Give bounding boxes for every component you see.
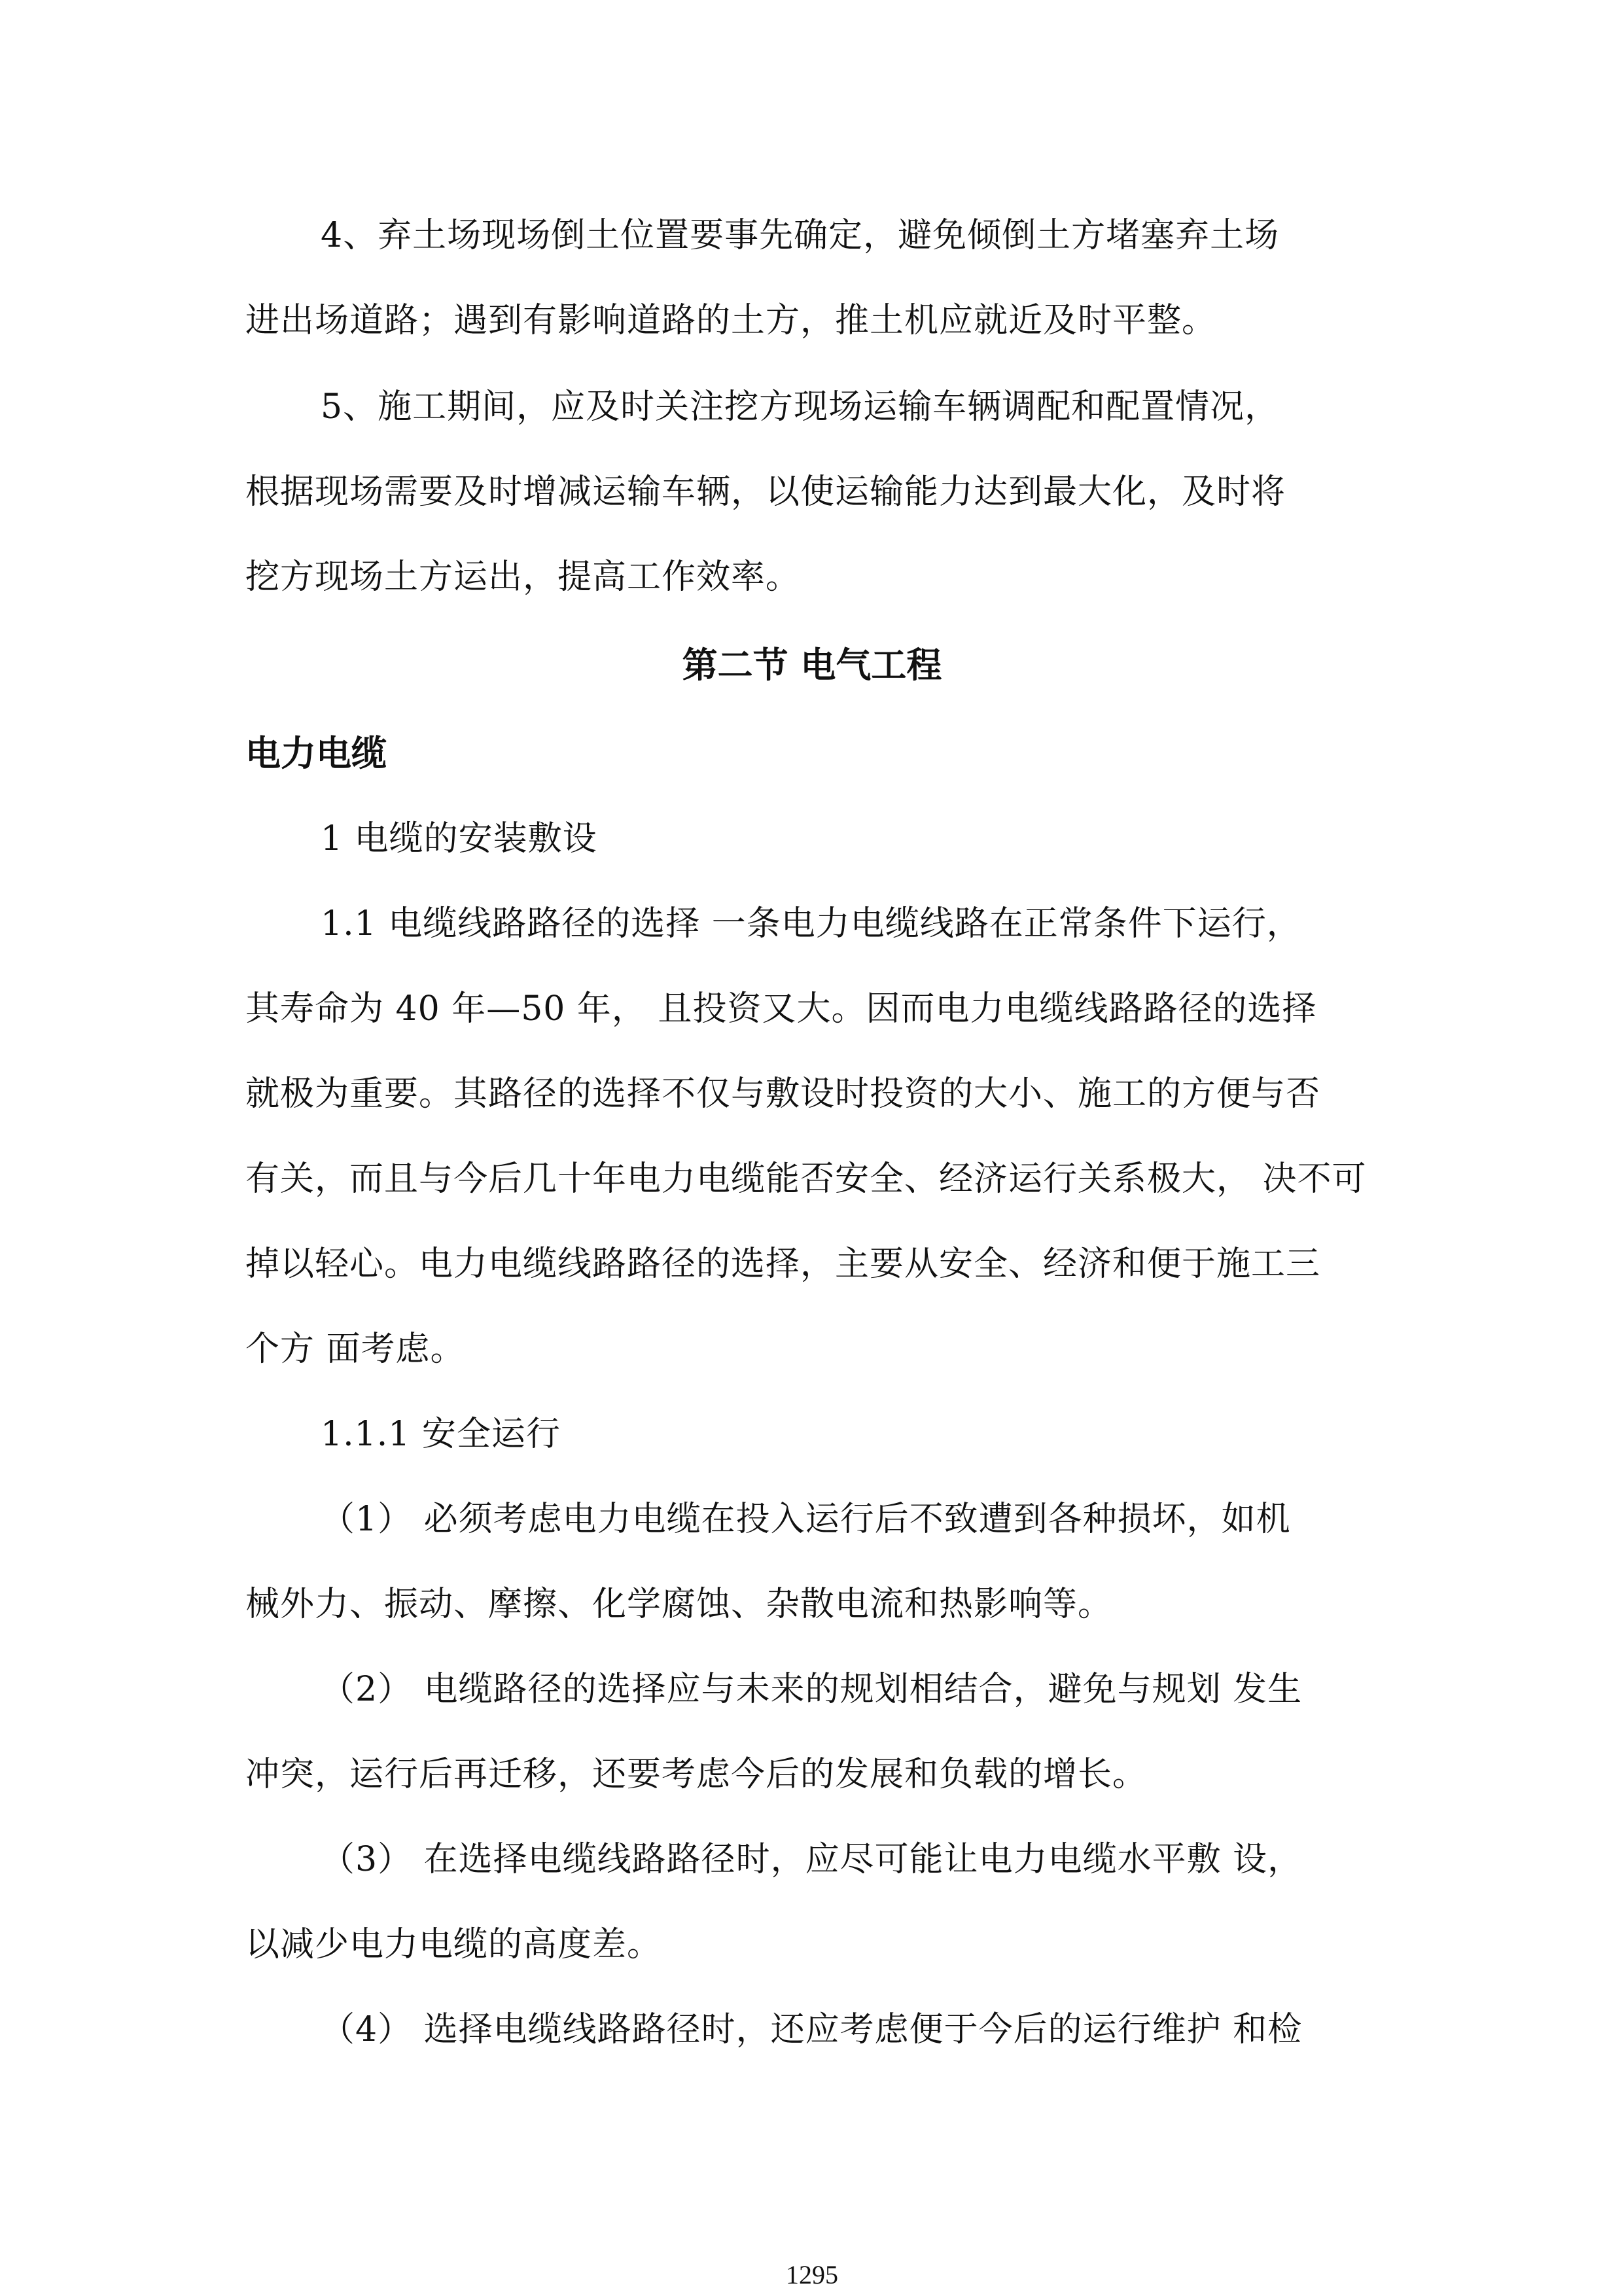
paragraph-line: （2） 电缆路径的选择应与未来的规划相结合，避免与规划 发生 <box>321 1670 1303 1709</box>
paragraph-line: 挖方现场土方运出，提高工作效率。 <box>245 557 801 597</box>
paragraph-line: 掉以轻心。电力电缆线路路径的选择，主要从安全、经济和便于施工三 <box>245 1245 1321 1284</box>
paragraph-line: 1 电缆的安装敷设 <box>321 819 597 858</box>
paragraph-line: 4、弃土场现场倒土位置要事先确定，避免倾倒土方堵塞弃土场 <box>321 216 1280 255</box>
paragraph-line: 以减少电力电缆的高度差。 <box>245 1925 662 1964</box>
paragraph-line: 其寿命为 40 年—50 年， 且投资又大。因而电力电缆线路路径的选择 <box>245 989 1317 1029</box>
subheading: 电力电缆 <box>245 733 387 774</box>
paragraph-line: 就极为重要。其路径的选择不仅与敷设时投资的大小、施工的方便与否 <box>245 1074 1321 1114</box>
paragraph-line: 1.1.1 安全运行 <box>321 1415 561 1454</box>
paragraph-line: （1） 必须考虑电力电缆在投入运行后不致遭到各种损坏，如机 <box>321 1500 1291 1539</box>
page-number: 1295 <box>786 2260 838 2289</box>
section-title: 第二节 电气工程 <box>682 645 942 686</box>
paragraph-line: 5、施工期间，应及时关注挖方现场运输车辆调配和配置情况， <box>321 387 1280 427</box>
paragraph-line: 1.1 电缆线路路径的选择 一条电力电缆线路在正常条件下运行， <box>321 904 1301 944</box>
paragraph-line: 根据现场需要及时增减运输车辆，以使运输能力达到最大化，及时将 <box>245 472 1286 512</box>
paragraph-line: 进出场道路；遇到有影响道路的土方，推土机应就近及时平整。 <box>245 301 1217 340</box>
paragraph-line: 冲突，运行后再迁移，还要考虑今后的发展和负载的增长。 <box>245 1755 1148 1794</box>
paragraph-line: 有关，而且与今后几十年电力电缆能否安全、经济运行关系极大， 决不可 <box>245 1159 1367 1199</box>
paragraph-line: （3） 在选择电缆线路路径时，应尽可能让电力电缆水平敷 设， <box>321 1840 1303 1879</box>
paragraph-line: 个方 面考虑。 <box>245 1330 465 1369</box>
paragraph-line: （4） 选择电缆线路路径时，还应考虑便于今后的运行维护 和检 <box>321 2010 1303 2049</box>
paragraph-line: 械外力、振动、摩擦、化学腐蚀、杂散电流和热影响等。 <box>245 1585 1113 1624</box>
